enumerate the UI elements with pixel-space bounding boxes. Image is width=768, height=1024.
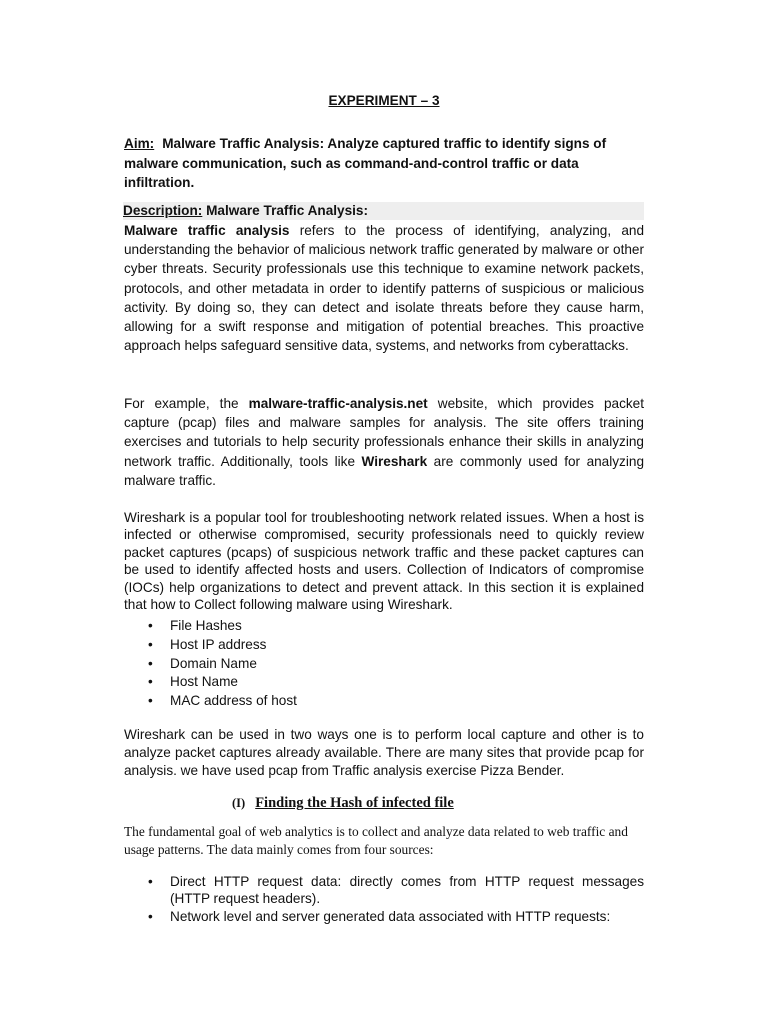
source-list [124,874,644,928]
description-label: Description: [123,203,203,218]
description-heading [123,202,644,220]
paragraph-example-text-a: For example, the [124,396,249,411]
list-item: • Host IP address [124,636,644,655]
paragraph-definition-text: refers to the process of identifying, analyzing, and understanding the behavior of malicious network traffic generated by malware or other cyber threats. Security professionals use this technique to examine network packets, protocols, and other metadata in order to identify patterns of suspicious or malicious activity. By doing so, they can detect and isolate threats before they cause harm, allowing for a swift response and mitigation of potential breaches. This proactive approach helps safeguard sensitive data, systems, and networks from cyberattacks. [124,223,644,354]
paragraph-example [124,394,644,490]
section-number: (I) [232,796,246,810]
aim-block [124,134,624,193]
list-item: • Direct HTTP request data: directly comes from HTTP request messages (HTTP request headers). [124,874,644,907]
section-heading [232,794,632,813]
list-item: • Network level and server generated data associated with HTTP requests: [124,909,644,926]
paragraph-example-text-b: website, which provides packet capture (pcap) files and malware samples for analysis. The site offers training exercises and tutorials to help security professionals enhance their skills in analyzing network traffic. Additionally, tools like [124,396,644,469]
page-title: EXPERIMENT – 3 [328,93,440,108]
section-title: Finding the Hash of infected file [255,795,454,811]
aim-label: Aim: [124,136,155,151]
site-name: malware-traffic-analysis.net [248,396,428,411]
paragraph-definition [124,221,644,355]
aim-text: Malware Traffic Analysis: Analyze captured traffic to identify signs of malware communication, such as command-and-control traffic or data infiltration. [124,136,607,190]
ioc-list [124,617,644,711]
tool-name-wireshark: Wireshark [361,453,428,469]
paragraph-wireshark: Wireshark is a popular tool for troubleshooting network related issues. When a host is infected or otherwise compromised, security professionals need to quickly review packet captures (pcaps) of suspicious network traffic and these packet captures can be used to identify affected hosts and users. Collection of Indicators of compromise (IOCs) help organizations to detect and prevent attack. In this section it is explained that how to Collect following malware using Wireshark. [124,510,644,613]
term-malware-traffic-analysis: Malware traffic analysis [124,223,290,238]
list-item: • Host Name [124,673,644,692]
list-item: • Domain Name [124,655,644,674]
paragraph-capture: Wireshark can be used in two ways one is to perform local capture and other is to analyze packet captures already available. There are many sites that provide pcap for analysis. we have used pcap from Traffic analysis exercise Pizza Bender. [124,727,644,778]
list-item: • File Hashes [124,617,644,636]
paragraph-web-analytics: The fundamental goal of web analytics is to collect and analyze data related to web traffic and usage patterns. The data mainly comes from four sources: [124,824,628,857]
paragraph-example-text-c: are commonly used for analyzing malware traffic. [124,453,644,488]
description-title: Malware Traffic Analysis: [206,203,369,218]
list-item: • MAC address of host [124,692,644,711]
